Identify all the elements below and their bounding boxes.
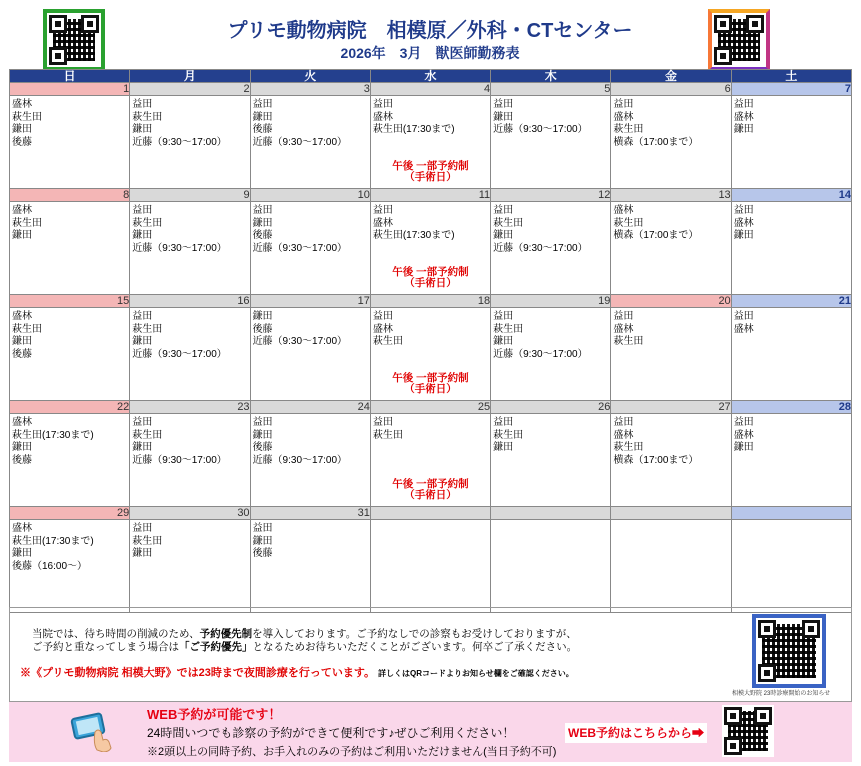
notice-line2-pre: ご予約と重なってしまう場合は xyxy=(32,641,179,653)
doctor-list xyxy=(611,308,730,349)
day-number: 4 xyxy=(370,83,490,96)
doctor-name: 鎌田 xyxy=(132,124,153,136)
page-title: プリモ動物病院 相模原／外科・CTセンター xyxy=(227,20,633,42)
day-number: 11 xyxy=(370,189,490,202)
doctor-list xyxy=(10,414,129,468)
doctor-name: 鎌田 xyxy=(12,442,32,454)
day-number: 27 xyxy=(611,401,731,414)
day-cell xyxy=(10,96,130,189)
doctor-name: 萩生田 xyxy=(12,217,42,229)
weekday-fri: 金 xyxy=(611,70,731,83)
doctor-name: 益田 xyxy=(132,205,153,216)
doctor-name: 鎌田 xyxy=(733,230,754,242)
doctor-name: 近藤（9:30～17:00） xyxy=(132,137,227,149)
doctor-name: 鎌田 xyxy=(733,442,754,454)
day-number: 28 xyxy=(731,401,851,414)
doctor-name: 鎌田 xyxy=(132,548,153,560)
doctor-name: 盛林 xyxy=(12,523,32,534)
doctor-name: 萩生田 xyxy=(132,111,163,123)
doctor-name: 鎌田 xyxy=(493,336,514,348)
web-line1: 24時間いつでも診察の予約ができて便利です♪ぜひご利用ください！ xyxy=(147,726,515,740)
doctor-name: 盛林 xyxy=(613,205,634,216)
doctor-name: 後藤 xyxy=(252,230,273,242)
doctor-name: 益田 xyxy=(613,417,634,428)
doctor-name: 盛林 xyxy=(372,323,393,335)
doctor-name: 横森（17:00まで） xyxy=(613,455,699,467)
doctor-name: 鎌田 xyxy=(12,548,32,560)
day-cell xyxy=(250,308,370,401)
night-clinic-text: ※《プリモ動物病院 相模大野》では23時まで夜間診療を行っています。 xyxy=(20,667,375,679)
day-cell xyxy=(491,308,611,401)
doctor-name: 萩生田 xyxy=(132,429,163,441)
doctor-name: 益田 xyxy=(252,205,273,216)
day-number xyxy=(731,507,851,520)
doctor-name: 後藤 xyxy=(12,137,32,149)
doctor-name: 盛林 xyxy=(733,217,754,229)
doctor-list xyxy=(371,308,490,349)
doctor-list xyxy=(130,202,249,256)
schedule-row xyxy=(10,414,852,507)
doctor-name: 益田 xyxy=(252,523,273,534)
doctor-name: 萩生田 xyxy=(613,124,644,136)
doctor-name: 萩生田(17:30まで) xyxy=(12,429,94,441)
doctor-list xyxy=(130,414,249,468)
day-cell xyxy=(731,96,851,189)
schedule-calendar xyxy=(9,69,852,613)
doctor-list xyxy=(491,308,610,362)
doctor-name: 益田 xyxy=(613,311,634,322)
day-number: 23 xyxy=(130,401,250,414)
night-clinic-sub: 詳しくはQRコードよりお知らせ欄をご確認ください。 xyxy=(378,669,574,678)
doctor-name: 益田 xyxy=(132,523,153,534)
doctor-name: 近藤（9:30～17:00） xyxy=(493,243,588,255)
doctor-name: 萩生田 xyxy=(132,217,163,229)
doctor-name: 後藤（16:00～） xyxy=(12,561,88,573)
day-number: 30 xyxy=(130,507,250,520)
instagram-qr-icon[interactable] xyxy=(708,9,770,71)
doctor-name: 近藤（9:30～17:00） xyxy=(132,455,227,467)
day-number: 10 xyxy=(250,189,370,202)
doctor-name: 益田 xyxy=(252,417,273,428)
doctor-name: 益田 xyxy=(372,417,393,428)
doctor-name: 鎌田 xyxy=(733,124,754,136)
doctor-name: 萩生田 xyxy=(132,323,163,335)
doctor-name: 盛林 xyxy=(12,311,32,322)
doctor-name: 鎌田 xyxy=(132,230,153,242)
qr-code-icon[interactable] xyxy=(722,705,774,757)
doctor-name: 後藤 xyxy=(12,349,32,361)
day-cell xyxy=(250,414,370,507)
doctor-name: 盛林 xyxy=(733,323,754,335)
doctor-list xyxy=(732,520,851,523)
doctor-name: 盛林 xyxy=(12,205,32,216)
day-number: 22 xyxy=(10,401,130,414)
schedule-row xyxy=(10,202,852,295)
surgery-day-note: 午後 一部予約制 （手術日） xyxy=(392,372,469,395)
day-cell xyxy=(10,520,130,613)
doctor-list xyxy=(251,96,370,150)
day-cell xyxy=(130,96,250,189)
surgery-day-note: 午後 一部予約制 （手術日） xyxy=(392,478,469,501)
day-cell xyxy=(491,202,611,295)
qr-caption: 相模大野院 23時診療開始のお知らせ xyxy=(732,691,831,697)
doctor-name: 益田 xyxy=(493,417,514,428)
doctor-name: 益田 xyxy=(132,311,153,322)
doctor-name: 後藤 xyxy=(252,323,273,335)
day-number-row xyxy=(10,189,852,202)
doctor-name: 益田 xyxy=(372,99,393,110)
day-cell xyxy=(611,202,731,295)
doctor-list xyxy=(371,520,490,523)
doctor-name: 鎌田 xyxy=(12,336,32,348)
doctor-list xyxy=(371,414,490,442)
schedule-row xyxy=(10,96,852,189)
doctor-name: 益田 xyxy=(132,99,153,110)
day-number: 2 xyxy=(130,83,250,96)
doctor-name: 鎌田 xyxy=(493,111,514,123)
weekday-sun: 日 xyxy=(10,70,130,83)
day-number: 5 xyxy=(491,83,611,96)
doctor-name: 益田 xyxy=(733,311,754,322)
day-number: 26 xyxy=(491,401,611,414)
day-number: 9 xyxy=(130,189,250,202)
notice-text xyxy=(32,628,652,654)
day-number-row xyxy=(10,295,852,308)
doctor-list xyxy=(251,414,370,468)
doctor-name: 鎌田 xyxy=(12,124,32,136)
day-cell xyxy=(611,308,731,401)
day-cell xyxy=(731,202,851,295)
day-number: 29 xyxy=(10,507,130,520)
doctor-name: 萩生田 xyxy=(613,442,644,454)
doctor-name: 益田 xyxy=(733,417,754,428)
day-number: 1 xyxy=(10,83,130,96)
day-number: 8 xyxy=(10,189,130,202)
day-cell xyxy=(10,202,130,295)
day-cell xyxy=(611,520,731,613)
doctor-list xyxy=(10,520,129,574)
doctor-name: 後藤 xyxy=(252,548,273,560)
day-cell xyxy=(130,308,250,401)
doctor-name: 盛林 xyxy=(12,99,32,110)
doctor-name: 近藤（9:30～17:00） xyxy=(252,137,348,149)
doctor-name: 鎌田 xyxy=(252,217,273,229)
day-cell xyxy=(370,202,490,295)
doctor-name: 盛林 xyxy=(12,417,32,428)
day-cell xyxy=(370,308,490,401)
doctor-name: 近藤（9:30～17:00） xyxy=(252,455,348,467)
doctor-name: 萩生田 xyxy=(132,535,163,547)
schedule-row xyxy=(10,520,852,613)
day-number: 24 xyxy=(250,401,370,414)
day-cell xyxy=(611,96,731,189)
day-cell xyxy=(130,414,250,507)
doctor-list xyxy=(371,96,490,137)
doctor-name: 益田 xyxy=(132,417,153,428)
day-cell xyxy=(731,308,851,401)
day-number: 21 xyxy=(731,295,851,308)
day-number: 3 xyxy=(250,83,370,96)
day-number: 6 xyxy=(611,83,731,96)
doctor-name: 近藤（9:30～17:00） xyxy=(132,349,227,361)
day-cell xyxy=(370,414,490,507)
doctor-list xyxy=(130,96,249,150)
doctor-name: 後藤 xyxy=(12,455,32,467)
doctor-name: 盛林 xyxy=(733,111,754,123)
day-cell xyxy=(370,520,490,613)
day-number: 16 xyxy=(130,295,250,308)
doctor-name: 鎌田 xyxy=(132,336,153,348)
doctor-list xyxy=(130,308,249,362)
doctor-list xyxy=(491,202,610,256)
day-cell xyxy=(731,520,851,613)
doctor-list xyxy=(732,308,851,336)
doctor-name: 益田 xyxy=(252,99,273,110)
night-clinic-notice xyxy=(20,664,574,680)
day-number xyxy=(370,507,490,520)
doctor-name: 鎌田 xyxy=(12,230,32,242)
day-number-row xyxy=(10,507,852,520)
weekday-mon: 月 xyxy=(130,70,250,83)
doctor-name: 鎌田 xyxy=(252,311,273,322)
doctor-name: 鎌田 xyxy=(252,111,273,123)
weekday-header-row xyxy=(10,70,852,83)
doctor-list xyxy=(371,202,490,243)
doctor-name: 近藤（9:30～17:00） xyxy=(252,243,348,255)
doctor-list xyxy=(251,202,370,256)
qr-code-icon[interactable] xyxy=(752,614,826,688)
day-number: 25 xyxy=(370,401,490,414)
day-number xyxy=(491,507,611,520)
doctor-name: 益田 xyxy=(493,99,514,110)
doctor-name: 盛林 xyxy=(372,111,393,123)
notice-line2-bold: 「ご予約優先」 xyxy=(179,641,253,653)
doctor-name: 盛林 xyxy=(733,429,754,441)
doctor-list xyxy=(732,414,851,455)
day-cell xyxy=(250,520,370,613)
web-line2: ※2頭以上の同時予約、お手入れのみの予約はご利用いただけません(当日予約不可) xyxy=(147,746,557,758)
surgery-day-note: 午後 一部予約制 （手術日） xyxy=(392,266,469,289)
day-number: 20 xyxy=(611,295,731,308)
doctor-name: 益田 xyxy=(372,205,393,216)
doctor-list xyxy=(10,96,129,150)
doctor-name: 近藤（9:30～17:00） xyxy=(252,336,348,348)
notice-box xyxy=(9,607,852,702)
phone-tap-icon xyxy=(69,710,115,752)
doctor-list xyxy=(491,96,610,137)
doctor-name: 鎌田 xyxy=(493,442,514,454)
day-cell xyxy=(731,414,851,507)
day-number: 19 xyxy=(491,295,611,308)
weekday-tue: 火 xyxy=(250,70,370,83)
doctor-name: 後藤 xyxy=(252,442,273,454)
day-number: 31 xyxy=(250,507,370,520)
day-cell xyxy=(250,96,370,189)
doctor-name: 萩生田 xyxy=(493,217,524,229)
day-number-row xyxy=(10,83,852,96)
doctor-name: 益田 xyxy=(493,205,514,216)
day-cell xyxy=(491,414,611,507)
day-number xyxy=(611,507,731,520)
weekday-thu: 木 xyxy=(491,70,611,83)
doctor-list xyxy=(251,308,370,349)
doctor-list xyxy=(491,414,610,455)
day-cell xyxy=(10,308,130,401)
doctor-name: 萩生田 xyxy=(372,336,403,348)
web-reservation-button[interactable]: WEB予約はこちらから➡ xyxy=(565,723,707,743)
surgery-day-note: 午後 一部予約制 （手術日） xyxy=(392,160,469,183)
doctor-list xyxy=(10,308,129,362)
day-cell xyxy=(130,520,250,613)
doctor-name: 後藤 xyxy=(252,124,273,136)
doctor-name: 盛林 xyxy=(613,429,634,441)
day-number: 13 xyxy=(611,189,731,202)
doctor-name: 鎌田 xyxy=(493,230,514,242)
day-cell xyxy=(10,414,130,507)
web-title: WEB予約が可能です！ xyxy=(147,707,282,722)
day-number: 18 xyxy=(370,295,490,308)
day-number: 17 xyxy=(250,295,370,308)
doctor-name: 鎌田 xyxy=(132,442,153,454)
day-cell xyxy=(611,414,731,507)
day-number: 14 xyxy=(731,189,851,202)
doctor-name: 萩生田(17:30まで) xyxy=(372,124,455,136)
day-number: 12 xyxy=(491,189,611,202)
doctor-name: 横森（17:00まで） xyxy=(613,137,699,149)
weekday-sat: 土 xyxy=(731,70,851,83)
doctor-list xyxy=(251,520,370,561)
doctor-name: 近藤（9:30～17:00） xyxy=(132,243,227,255)
doctor-name: 萩生田 xyxy=(493,323,524,335)
doctor-name: 鎌田 xyxy=(252,429,273,441)
doctor-name: 横森（17:00まで） xyxy=(613,230,699,242)
doctor-name: 益田 xyxy=(733,99,754,110)
day-cell xyxy=(370,96,490,189)
doctor-list xyxy=(10,202,129,243)
doctor-list xyxy=(611,414,730,468)
doctor-list xyxy=(491,520,610,523)
doctor-name: 益田 xyxy=(613,99,634,110)
schedule-row xyxy=(10,308,852,401)
notice-line1-bold: 予約優先制 xyxy=(199,628,253,640)
doctor-list xyxy=(732,96,851,137)
notice-line1-post: を導入しております。ご予約なしでの診察もお受けしておりますが、 xyxy=(252,628,577,640)
doctor-name: 萩生田 xyxy=(613,217,644,229)
doctor-name: 萩生田 xyxy=(493,429,524,441)
doctor-name: 盛林 xyxy=(372,217,393,229)
doctor-name: 盛林 xyxy=(613,323,634,335)
day-number: 15 xyxy=(10,295,130,308)
doctor-name: 盛林 xyxy=(613,111,634,123)
notice-line2-post: となるためお待ちいただくことがございます。何卒ご了承ください。 xyxy=(252,641,578,653)
day-cell xyxy=(130,202,250,295)
doctor-name: 鎌田 xyxy=(252,535,273,547)
page-subtitle: 2026年 3月 獣医師勤務表 xyxy=(340,45,520,61)
doctor-name: 萩生田(17:30まで) xyxy=(372,230,455,242)
doctor-list xyxy=(130,520,249,561)
day-number-row xyxy=(10,401,852,414)
weekday-wed: 水 xyxy=(370,70,490,83)
day-cell xyxy=(250,202,370,295)
doctor-list xyxy=(611,96,730,150)
doctor-name: 近藤（9:30～17:00） xyxy=(493,124,588,136)
doctor-name: 益田 xyxy=(372,311,393,322)
doctor-name: 近藤（9:30～17:00） xyxy=(493,349,588,361)
doctor-name: 萩生田 xyxy=(613,336,644,348)
doctor-list xyxy=(611,202,730,243)
doctor-name: 益田 xyxy=(493,311,514,322)
day-number: 7 xyxy=(731,83,851,96)
qr-code-icon[interactable] xyxy=(43,9,105,71)
day-cell xyxy=(491,96,611,189)
notice-line1-pre: 当院では、待ち時間の削減のため、 xyxy=(32,628,200,640)
doctor-name: 萩生田 xyxy=(12,111,42,123)
doctor-name: 益田 xyxy=(733,205,754,216)
day-cell xyxy=(491,520,611,613)
doctor-name: 萩生田 xyxy=(12,323,42,335)
doctor-name: 萩生田(17:30まで) xyxy=(12,535,94,547)
doctor-list xyxy=(732,202,851,243)
doctor-name: 萩生田 xyxy=(372,429,403,441)
doctor-list xyxy=(611,520,730,523)
